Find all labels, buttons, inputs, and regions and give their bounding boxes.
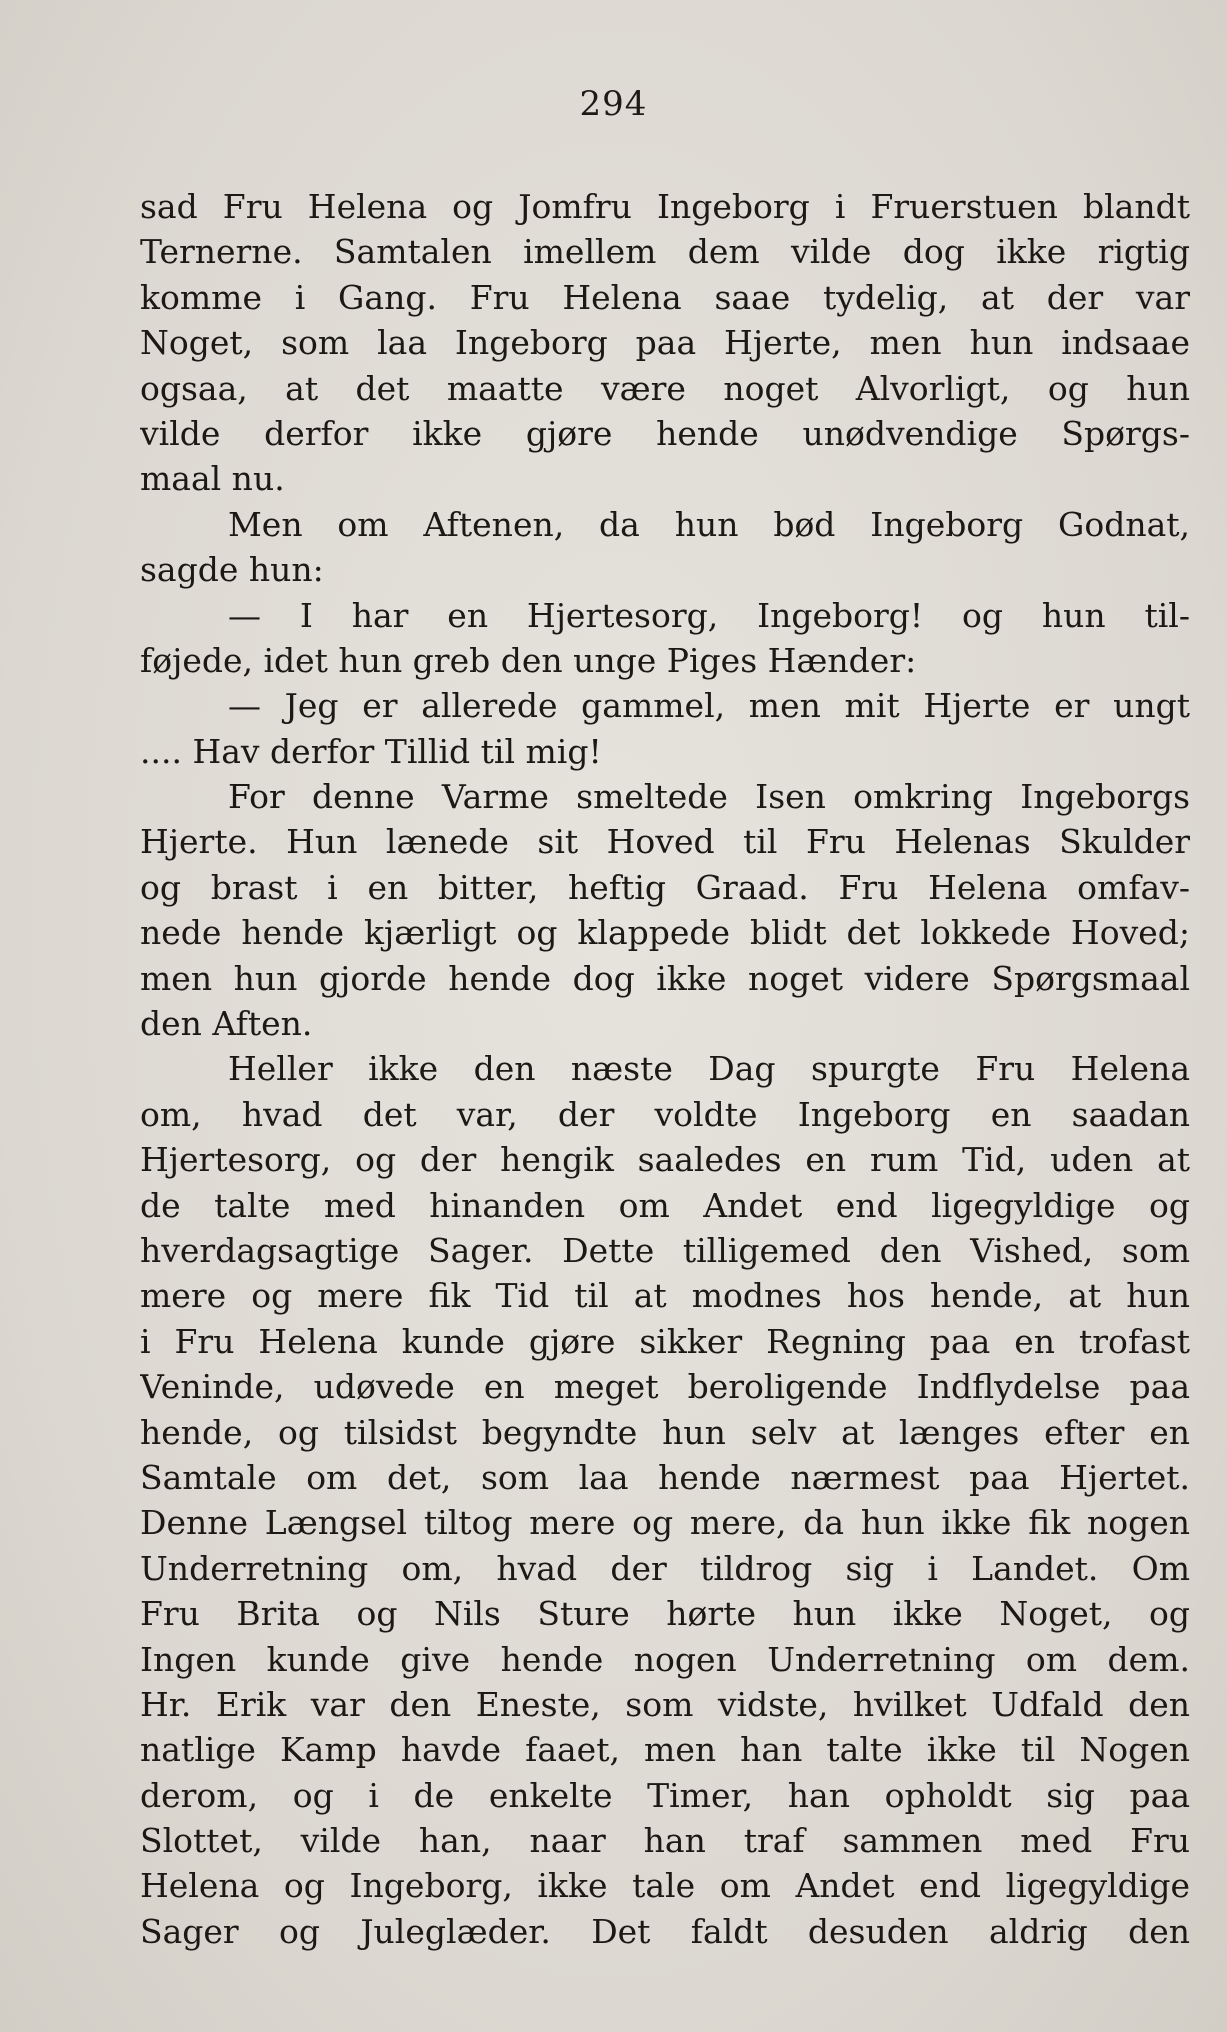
text-line: Fru Brita og Nils Sture hørte hun ikke Noget, og [140, 1594, 1190, 1634]
text-line: derom, og i de enkelte Timer, han opholdt sig paa [140, 1775, 1190, 1815]
text-line: Helena og Ingeborg, ikke tale om Andet end ligegyldige [140, 1866, 1190, 1906]
text-line: nede hende kjærligt og klappede blidt det lokkede Hoved; [140, 913, 1190, 953]
text-line: Heller ikke den næste Dag spurgte Fru Helena [228, 1049, 1190, 1089]
text-line: natlige Kamp havde faaet, men han talte ikke til Nogen [140, 1730, 1190, 1770]
text-line: — Jeg er allerede gammel, men mit Hjerte er ungt [228, 686, 1190, 726]
text-line: Underretning om, hvad der tildrog sig i Landet. Om [140, 1548, 1190, 1588]
text-line: Ternerne. Samtalen imellem dem vilde dog ikke rigtig [140, 232, 1190, 272]
text-line: den Aften. [140, 1004, 313, 1044]
text-line: — I har en Hjertesorg, Ingeborg! og hun til- [228, 595, 1190, 635]
text-line: maal nu. [140, 459, 285, 499]
text-line: Samtale om det, som laa hende nærmest paa Hjertet. [140, 1457, 1190, 1497]
text-line: men hun gjorde hende dog ikke noget videre Spørgsmaal [140, 958, 1190, 998]
text-line: ogsaa, at det maatte være noget Alvorligt, og hun [140, 368, 1190, 408]
text-line: Noget, som laa Ingeborg paa Hjerte, men hun indsaae [140, 323, 1190, 363]
text-line: om, hvad det var, der voldte Ingeborg en saadan [140, 1094, 1190, 1134]
text-line: For denne Varme smeltede Isen omkring Ingeborgs [228, 777, 1190, 817]
text-line: Hjertesorg, og der hengik saaledes en rum Tid, uden at [140, 1140, 1190, 1180]
body-text [140, 184, 1190, 1954]
text-line: og brast i en bitter, heftig Graad. Fru Helena omfav- [140, 867, 1190, 907]
text-line: i Fru Helena kunde gjøre sikker Regning paa en trofast [140, 1321, 1190, 1361]
page-number: 294 [579, 84, 648, 124]
text-line: Men om Aftenen, da hun bød Ingeborg Godnat, [228, 504, 1190, 544]
text-line: mere og mere fik Tid til at modnes hos hende, at hun [140, 1276, 1190, 1316]
text-line: Veninde, udøvede en meget beroligende Indflydelse paa [140, 1367, 1190, 1407]
text-line: sad Fru Helena og Jomfru Ingeborg i Fruerstuen blandt [140, 187, 1190, 226]
text-line: .... Hav derfor Tillid til mig! [140, 731, 602, 771]
text-line: Ingen kunde give hende nogen Underretning om dem. [140, 1639, 1190, 1679]
text-line: komme i Gang. Fru Helena saae tydelig, at der var [140, 277, 1190, 317]
text-line: Denne Længsel tiltog mere og mere, da hun ikke fik nogen [140, 1503, 1190, 1543]
text-line: Hr. Erik var den Eneste, som vidste, hvilket Udfald den [140, 1684, 1190, 1724]
text-line: føjede, idet hun greb den unge Piges Hænder: [140, 640, 917, 680]
text-line: Sager og Juleglæder. Det faldt desuden aldrig den [140, 1911, 1190, 1951]
text-line: vilde derfor ikke gjøre hende unødvendige Spørgs- [140, 413, 1190, 453]
text-line: hverdagsagtige Sager. Dette tilligemed den Vished, som [140, 1230, 1190, 1270]
text-line: hende, og tilsidst begyndte hun selv at længes efter en [140, 1412, 1190, 1452]
text-line: sagde hun: [140, 550, 324, 590]
text-line: de talte med hinanden om Andet end ligegyldige og [140, 1185, 1190, 1225]
text-line: Slottet, vilde han, naar han traf sammen med Fru [140, 1821, 1190, 1861]
text-line: Hjerte. Hun lænede sit Hoved til Fru Helenas Skulder [140, 822, 1190, 862]
